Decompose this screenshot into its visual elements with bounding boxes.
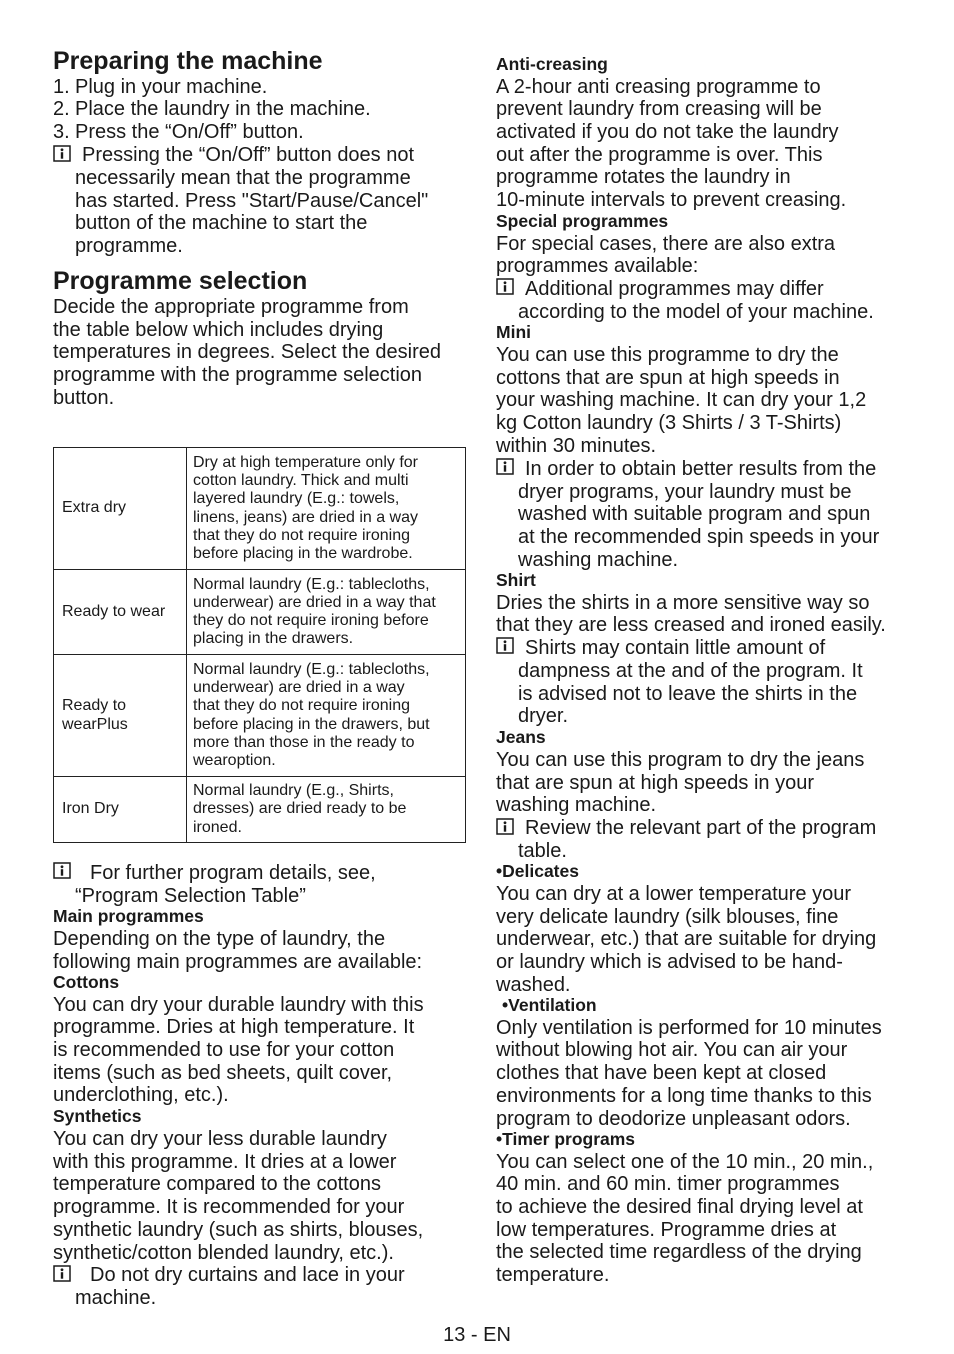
note-line: dryer. (518, 705, 569, 727)
table-cell-level: Extra dry (54, 448, 187, 570)
body-line: that are spun at high speeds in your (496, 772, 814, 794)
subheading-ventilation: •Ventilation (502, 995, 597, 1015)
body-line: within 30 minutes. (496, 435, 657, 457)
body-line: out after the programme is over. This (496, 144, 823, 166)
body-line: You can use this program to dry the jeans (496, 749, 865, 771)
note-line: Review the relevant part of the program (525, 817, 877, 839)
body-line: prevent laundry from creasing will be (496, 98, 822, 120)
body-line: programme rotates the laundry in (496, 166, 791, 188)
step-number: 2. (53, 98, 70, 120)
body-line: underclothing, etc.). (53, 1084, 229, 1106)
body-line: temperature compared to the cottons (53, 1173, 381, 1195)
subheading-anti-creasing: Anti-creasing (496, 54, 608, 74)
subheading-synthetics: Synthetics (53, 1106, 142, 1126)
body-line: 10-minute intervals to prevent creasing. (496, 189, 847, 211)
body-line: is recommended to use for your cotton (53, 1039, 395, 1061)
body-line: You can select one of the 10 min., 20 min., (496, 1151, 874, 1173)
note-line: programme. (75, 235, 183, 257)
body-line: with this programme. It dries at a lower (53, 1151, 397, 1173)
body-line: low temperatures. Programme dries at (496, 1219, 837, 1241)
table-cell-level: Ready to wearPlus (54, 655, 187, 777)
step-3 (53, 121, 304, 144)
info-icon (53, 1265, 71, 1282)
body-line: very delicate laundry (silk blouses, fine (496, 906, 839, 928)
body-line: following main programmes are available: (53, 951, 423, 973)
body-line: synthetic laundry (such as shirts, blouses, (53, 1219, 424, 1241)
body-line: programme. Dries at high temperature. It (53, 1016, 415, 1038)
body-line: You can use this programme to dry the (496, 344, 839, 366)
step-text: Place the laundry in the machine. (75, 98, 371, 120)
info-icon (496, 278, 514, 295)
step-1 (53, 76, 267, 99)
table-cell-level: Ready to wear (54, 570, 187, 655)
note-line: washed with suitable program and spun (518, 503, 871, 525)
info-icon (53, 145, 71, 162)
step-2 (53, 98, 371, 121)
note-line: dryer programs, your laundry must be (518, 481, 852, 503)
body-line: to achieve the desired final drying level at (496, 1196, 863, 1218)
step-number: 1. (53, 76, 70, 98)
body-line: program to deodorize unpleasant odors. (496, 1108, 851, 1130)
section-title-preparing: Preparing the machine (53, 47, 323, 75)
note-line: according to the model of your machine. (518, 301, 874, 323)
page-number: 13 - EN (443, 1324, 511, 1346)
body-line: programme. It is recommended for your (53, 1196, 405, 1218)
step-text: Plug in your machine. (75, 76, 268, 98)
note-line: Shirts may contain little amount of (525, 637, 826, 659)
body-line: synthetic/cotton blended laundry, etc.). (53, 1242, 394, 1264)
body-line: the selected time regardless of the drying (496, 1241, 862, 1263)
subheading-cottons: Cottons (53, 972, 120, 992)
note-line: Additional programmes may differ (525, 278, 824, 300)
subheading-jeans: Jeans (496, 727, 546, 747)
subheading-mini: Mini (496, 322, 531, 342)
table-cell-description: Normal laundry (E.g.: tablecloths, underwear) are dried in a way that they do not require ironing before placing in the drawers, but more than those in the ready to wearoption. (187, 655, 466, 777)
note-line: has started. Press "Start/Pause/Cancel" (75, 190, 429, 212)
body-line: For special cases, there are also extra (496, 233, 836, 255)
note-line: In order to obtain better results from the (525, 458, 877, 480)
body-line: cottons that are spun at high speeds in (496, 367, 840, 389)
body-line: You can dry your durable laundry with this (53, 994, 424, 1016)
table-cell-level: Iron Dry (54, 777, 187, 843)
info-icon (496, 458, 514, 475)
body-line: washed. (496, 974, 571, 996)
note-line: Do not dry curtains and lace in your (90, 1264, 405, 1286)
note-line: at the recommended spin speeds in your (518, 526, 880, 548)
body-line: programme with the programme selection (53, 364, 423, 386)
table-cell-description: Dry at high temperature only for cotton laundry. Thick and multi layered laundry (E.g.: towels, linens, jeans) are dried in a way that they do not require ironing before placing in the wardrobe. (187, 448, 466, 570)
body-line: that they are less creased and ironed easily. (496, 614, 886, 636)
info-icon (496, 637, 514, 654)
body-line: kg Cotton laundry (3 Shirts / 3 T-Shirts) (496, 412, 842, 434)
body-line: Depending on the type of laundry, the (53, 928, 386, 950)
table-row (54, 448, 466, 570)
body-line: Decide the appropriate programme from (53, 296, 409, 318)
body-line: activated if you do not take the laundry (496, 121, 839, 143)
body-line: button. (53, 387, 115, 409)
table-row (54, 777, 466, 843)
body-line: without blowing hot air. You can air your (496, 1039, 848, 1061)
body-line: temperature. (496, 1264, 610, 1286)
note-line: machine. (75, 1287, 157, 1309)
body-line: You can dry your less durable laundry (53, 1128, 387, 1150)
body-line: clothes that have been kept at closed (496, 1062, 827, 1084)
note-line: dampness at the and of the program. It (518, 660, 863, 682)
body-line: items (such as bed sheets, quilt cover, (53, 1062, 393, 1084)
body-line: environments for a long time thanks to this (496, 1085, 872, 1107)
note-line: For further program details, see, (90, 862, 376, 884)
note-line: necessarily mean that the programme (75, 167, 411, 189)
note-line: “Program Selection Table” (75, 885, 306, 907)
body-line: Only ventilation is performed for 10 minutes (496, 1017, 882, 1039)
body-line: or laundry which is advised to be hand- (496, 951, 843, 973)
note-line: Pressing the “On/Off” button does not (82, 144, 415, 166)
body-line: Dries the shirts in a more sensitive way so (496, 592, 870, 614)
body-line: washing machine. (496, 794, 657, 816)
subheading-special-programmes: Special programmes (496, 211, 669, 231)
table-cell-description: Normal laundry (E.g.: tablecloths, underwear) are dried in a way that they do not require ironing before placing in the drawers. (187, 570, 466, 655)
table-row (54, 570, 466, 655)
section-title-selection: Programme selection (53, 267, 308, 295)
info-icon (496, 818, 514, 835)
body-line: 40 min. and 60 min. timer programmes (496, 1173, 840, 1195)
step-number: 3. (53, 121, 70, 143)
table-cell-description: Normal laundry (E.g., Shirts, dresses) are dried ready to be ironed. (187, 777, 466, 843)
body-line: temperatures in degrees. Select the desired (53, 341, 441, 363)
table-row (54, 655, 466, 777)
subheading-shirt: Shirt (496, 570, 536, 590)
subheading-timer-programs: •Timer programs (496, 1129, 636, 1149)
subheading-main-programmes: Main programmes (53, 906, 204, 926)
body-line: programmes available: (496, 255, 699, 277)
drying-level-table (53, 447, 466, 843)
subheading-delicates: •Delicates (496, 861, 579, 881)
note-line: washing machine. (518, 549, 679, 571)
note-line: table. (518, 840, 567, 862)
body-line: your washing machine. It can dry your 1,2 (496, 389, 867, 411)
note-line: button of the machine to start the (75, 212, 368, 234)
note-line: is advised not to leave the shirts in the (518, 683, 858, 705)
body-line: You can dry at a lower temperature your (496, 883, 852, 905)
step-text: Press the “On/Off” button. (75, 121, 304, 143)
body-line: the table below which includes drying (53, 319, 384, 341)
body-line: A 2-hour anti creasing programme to (496, 76, 821, 98)
body-line: underwear, etc.) that are suitable for drying (496, 928, 877, 950)
info-icon (53, 862, 71, 879)
